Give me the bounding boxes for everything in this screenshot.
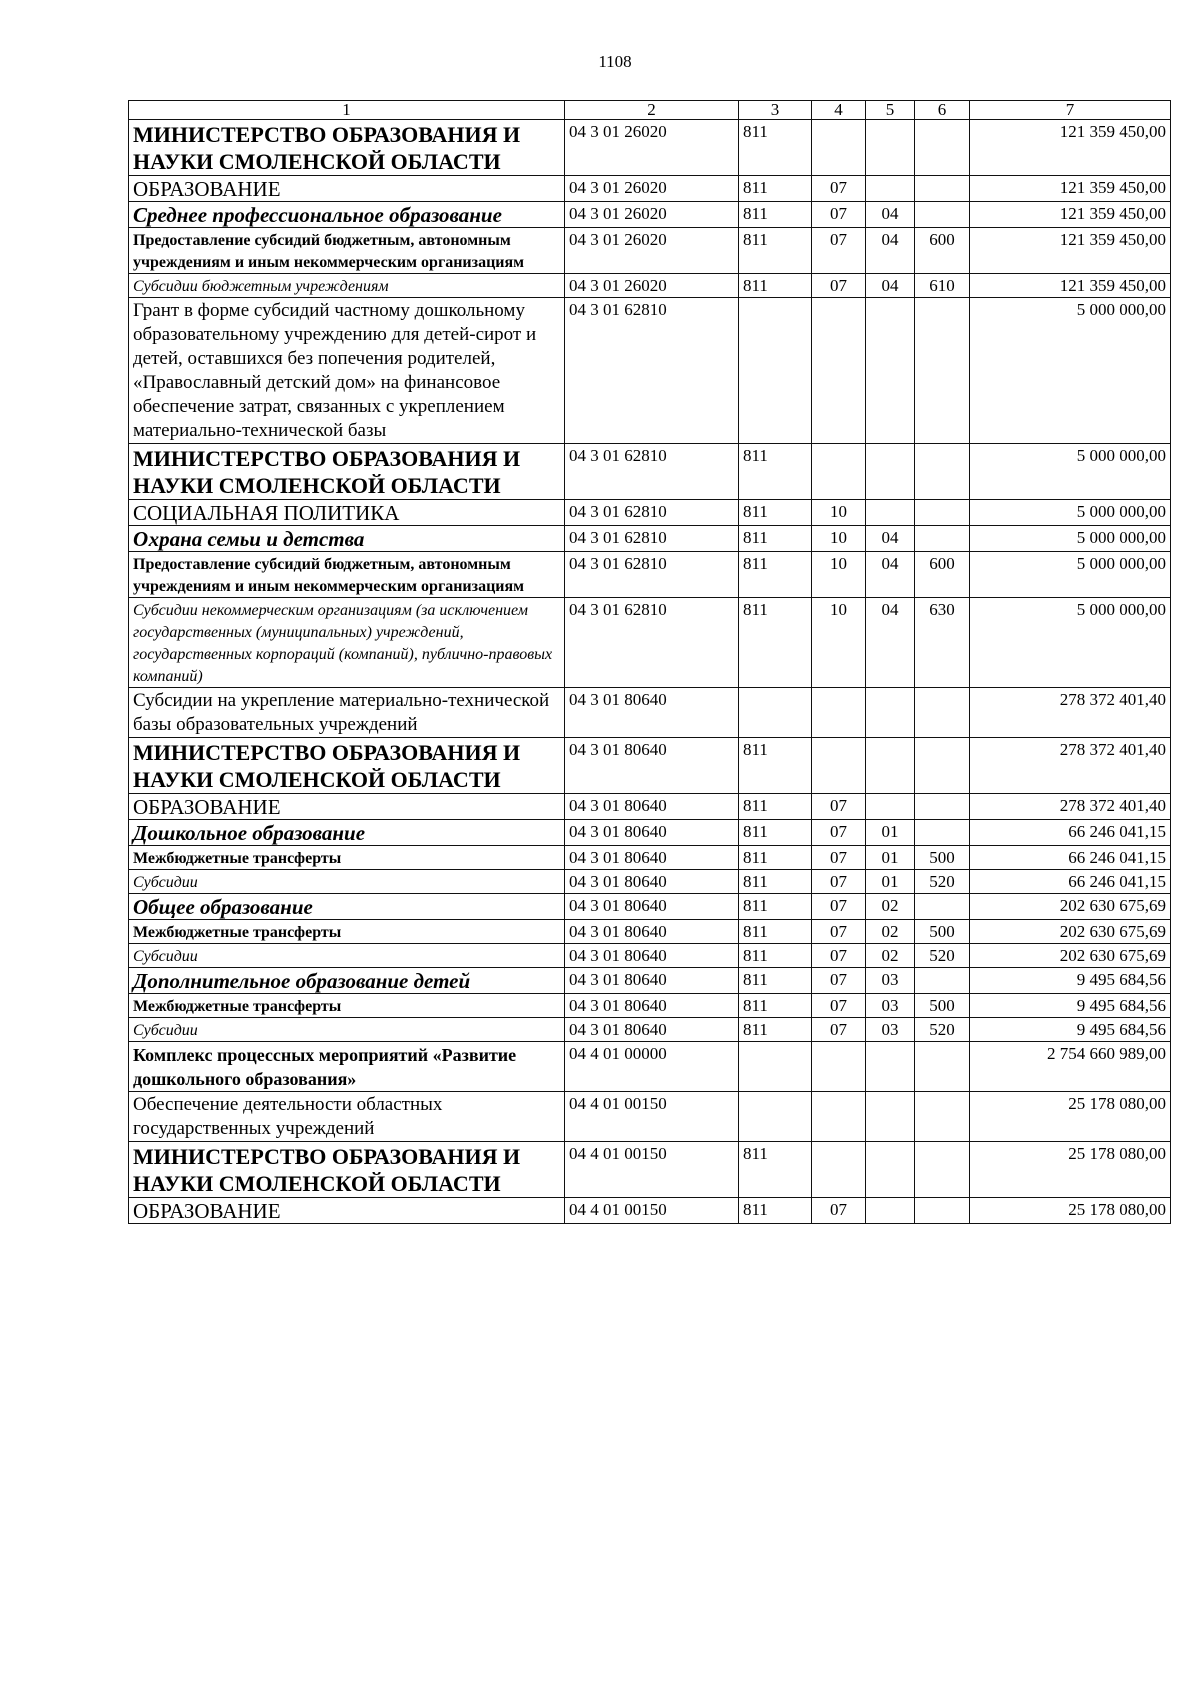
target-code: 04 3 01 26020 — [565, 228, 739, 274]
item-name — [129, 1042, 565, 1092]
table-row — [129, 738, 1171, 794]
department-code: 811 — [739, 738, 812, 794]
expense-type-code — [915, 968, 970, 994]
section-code: 07 — [812, 968, 866, 994]
table-row — [129, 176, 1171, 202]
amount: 5 000 000,00 — [970, 526, 1171, 552]
department-code: 811 — [739, 500, 812, 526]
subsection-code: 04 — [866, 526, 915, 552]
amount: 202 630 675,69 — [970, 944, 1171, 968]
department-code: 811 — [739, 870, 812, 894]
amount: 2 754 660 989,00 — [970, 1042, 1171, 1092]
target-code: 04 3 01 80640 — [565, 794, 739, 820]
department-code: 811 — [739, 894, 812, 920]
table-row — [129, 1092, 1171, 1142]
target-code: 04 4 01 00150 — [565, 1092, 739, 1142]
table-row — [129, 228, 1171, 274]
amount: 121 359 450,00 — [970, 274, 1171, 298]
target-code: 04 3 01 62810 — [565, 526, 739, 552]
amount: 25 178 080,00 — [970, 1198, 1171, 1224]
item-name — [129, 968, 565, 994]
subsection-code: 01 — [866, 846, 915, 870]
table-row — [129, 820, 1171, 846]
subsection-code — [866, 120, 915, 176]
item-name — [129, 500, 565, 526]
department-code — [739, 1042, 812, 1092]
column-header: 2 — [565, 101, 739, 120]
column-header: 7 — [970, 101, 1171, 120]
item-name-text: Субсидии — [133, 874, 198, 891]
target-code: 04 3 01 26020 — [565, 176, 739, 202]
subsection-code: 04 — [866, 552, 915, 598]
target-code: 04 3 01 62810 — [565, 298, 739, 444]
expense-type-code — [915, 820, 970, 846]
department-code: 811 — [739, 552, 812, 598]
department-code: 811 — [739, 1198, 812, 1224]
department-code: 811 — [739, 968, 812, 994]
item-name-text: Дополнительное образование детей — [133, 969, 471, 993]
amount: 121 359 450,00 — [970, 202, 1171, 228]
item-name-text: ОБРАЗОВАНИЕ — [133, 177, 281, 201]
section-code: 07 — [812, 1198, 866, 1224]
item-name — [129, 552, 565, 598]
subsection-code — [866, 1042, 915, 1092]
amount: 278 372 401,40 — [970, 688, 1171, 738]
item-name — [129, 526, 565, 552]
target-code: 04 3 01 80640 — [565, 894, 739, 920]
subsection-code — [866, 1198, 915, 1224]
item-name — [129, 994, 565, 1018]
target-code: 04 3 01 62810 — [565, 552, 739, 598]
expense-type-code — [915, 1092, 970, 1142]
expense-type-code — [915, 526, 970, 552]
target-code: 04 3 01 80640 — [565, 870, 739, 894]
table-row — [129, 944, 1171, 968]
section-code: 07 — [812, 794, 866, 820]
section-code: 10 — [812, 552, 866, 598]
table-row — [129, 894, 1171, 920]
section-code — [812, 1092, 866, 1142]
item-name — [129, 738, 565, 794]
item-name-text: МИНИСТЕРСТВО ОБРАЗОВАНИЯ И НАУКИ СМОЛЕНСКОЙ ОБЛАСТИ — [133, 1144, 521, 1196]
target-code: 04 3 01 26020 — [565, 120, 739, 176]
budget-table — [128, 100, 1171, 1224]
expense-type-code — [915, 1198, 970, 1224]
target-code: 04 3 01 62810 — [565, 598, 739, 688]
amount: 66 246 041,15 — [970, 846, 1171, 870]
table-row — [129, 870, 1171, 894]
item-name-text: Субсидии — [133, 948, 198, 965]
item-name-text: МИНИСТЕРСТВО ОБРАЗОВАНИЯ И НАУКИ СМОЛЕНСКОЙ ОБЛАСТИ — [133, 740, 521, 792]
section-code — [812, 298, 866, 444]
amount: 278 372 401,40 — [970, 738, 1171, 794]
table-row — [129, 598, 1171, 688]
table-row — [129, 1018, 1171, 1042]
expense-type-code: 630 — [915, 598, 970, 688]
table-row — [129, 444, 1171, 500]
department-code: 811 — [739, 994, 812, 1018]
department-code: 811 — [739, 202, 812, 228]
department-code: 811 — [739, 794, 812, 820]
department-code: 811 — [739, 526, 812, 552]
target-code: 04 3 01 80640 — [565, 920, 739, 944]
item-name-text: Комплекс процессных мероприятий «Развитие дошкольного образования» — [133, 1045, 517, 1089]
target-code: 04 3 01 80640 — [565, 994, 739, 1018]
section-code: 07 — [812, 202, 866, 228]
amount: 121 359 450,00 — [970, 228, 1171, 274]
section-code — [812, 1042, 866, 1092]
target-code: 04 4 01 00000 — [565, 1042, 739, 1092]
column-header: 6 — [915, 101, 970, 120]
section-code: 07 — [812, 820, 866, 846]
subsection-code: 02 — [866, 944, 915, 968]
department-code: 811 — [739, 820, 812, 846]
item-name — [129, 1142, 565, 1198]
subsection-code: 04 — [866, 228, 915, 274]
expense-type-code: 600 — [915, 552, 970, 598]
expense-type-code — [915, 444, 970, 500]
department-code: 811 — [739, 944, 812, 968]
department-code: 811 — [739, 1018, 812, 1042]
item-name-text: Субсидии некоммерческим организациям (за исключением государственных (муниципальных) учреждений, государственных корпораций (компаний), публично-правовых компаний) — [133, 602, 553, 685]
section-code: 07 — [812, 1018, 866, 1042]
expense-type-code — [915, 738, 970, 794]
subsection-code: 04 — [866, 598, 915, 688]
department-code — [739, 688, 812, 738]
item-name-text: Дошкольное образование — [133, 821, 366, 845]
table-row — [129, 526, 1171, 552]
expense-type-code: 500 — [915, 846, 970, 870]
section-code — [812, 738, 866, 794]
amount: 5 000 000,00 — [970, 444, 1171, 500]
amount: 9 495 684,56 — [970, 1018, 1171, 1042]
subsection-code — [866, 1142, 915, 1198]
table-row — [129, 120, 1171, 176]
table-row — [129, 1142, 1171, 1198]
table-row — [129, 552, 1171, 598]
amount: 25 178 080,00 — [970, 1092, 1171, 1142]
table-row — [129, 968, 1171, 994]
subsection-code — [866, 500, 915, 526]
subsection-code: 03 — [866, 968, 915, 994]
expense-type-code — [915, 894, 970, 920]
section-code: 07 — [812, 920, 866, 944]
amount: 66 246 041,15 — [970, 870, 1171, 894]
table-row — [129, 794, 1171, 820]
section-code: 07 — [812, 274, 866, 298]
column-header: 1 — [129, 101, 565, 120]
item-name — [129, 598, 565, 688]
section-code: 07 — [812, 846, 866, 870]
item-name — [129, 444, 565, 500]
item-name — [129, 202, 565, 228]
expense-type-code — [915, 298, 970, 444]
amount: 5 000 000,00 — [970, 598, 1171, 688]
department-code: 811 — [739, 444, 812, 500]
target-code: 04 3 01 62810 — [565, 500, 739, 526]
expense-type-code — [915, 794, 970, 820]
target-code: 04 3 01 80640 — [565, 944, 739, 968]
table-row — [129, 1042, 1171, 1092]
expense-type-code: 500 — [915, 920, 970, 944]
item-name — [129, 228, 565, 274]
amount: 202 630 675,69 — [970, 894, 1171, 920]
amount: 5 000 000,00 — [970, 298, 1171, 444]
expense-type-code: 600 — [915, 228, 970, 274]
table-row — [129, 846, 1171, 870]
table-row — [129, 274, 1171, 298]
item-name-text: ОБРАЗОВАНИЕ — [133, 795, 281, 819]
item-name — [129, 1018, 565, 1042]
table-row — [129, 202, 1171, 228]
item-name — [129, 176, 565, 202]
section-code: 10 — [812, 598, 866, 688]
target-code: 04 4 01 00150 — [565, 1142, 739, 1198]
subsection-code: 04 — [866, 202, 915, 228]
subsection-code: 03 — [866, 1018, 915, 1042]
item-name — [129, 794, 565, 820]
item-name-text: ОБРАЗОВАНИЕ — [133, 1199, 281, 1223]
section-code: 07 — [812, 894, 866, 920]
department-code: 811 — [739, 598, 812, 688]
column-header: 4 — [812, 101, 866, 120]
expense-type-code — [915, 500, 970, 526]
subsection-code: 03 — [866, 994, 915, 1018]
header-row — [129, 101, 1171, 120]
item-name-text: Субсидии на укрепление материально-технической базы образовательных учреждений — [133, 690, 550, 735]
expense-type-code: 520 — [915, 1018, 970, 1042]
item-name-text: Охрана семьи и детства — [133, 527, 365, 551]
subsection-code: 02 — [866, 920, 915, 944]
target-code: 04 3 01 80640 — [565, 1018, 739, 1042]
item-name — [129, 870, 565, 894]
amount: 121 359 450,00 — [970, 120, 1171, 176]
item-name — [129, 920, 565, 944]
table-row — [129, 500, 1171, 526]
item-name — [129, 1092, 565, 1142]
amount: 121 359 450,00 — [970, 176, 1171, 202]
target-code: 04 3 01 80640 — [565, 688, 739, 738]
item-name-text: Субсидии бюджетным учреждениям — [133, 278, 389, 295]
section-code: 07 — [812, 994, 866, 1018]
section-code: 07 — [812, 228, 866, 274]
department-code: 811 — [739, 274, 812, 298]
expense-type-code: 520 — [915, 944, 970, 968]
section-code: 07 — [812, 870, 866, 894]
subsection-code — [866, 688, 915, 738]
item-name-text: Субсидии — [133, 1022, 198, 1039]
item-name-text: Общее образование — [133, 895, 313, 919]
target-code: 04 3 01 80640 — [565, 968, 739, 994]
item-name-text: Межбюджетные трансферты — [133, 998, 342, 1015]
department-code: 811 — [739, 846, 812, 870]
column-header: 5 — [866, 101, 915, 120]
item-name-text: Грант в форме субсидий частному дошкольному образовательному учреждению для детей-сирот и детей, оставшихся без попечения родителей, «Православный детский дом» на финансовое обеспечение затрат, связанных с укреплением материально-технической базы — [133, 300, 537, 441]
item-name — [129, 688, 565, 738]
expense-type-code — [915, 1042, 970, 1092]
expense-type-code: 500 — [915, 994, 970, 1018]
subsection-code — [866, 444, 915, 500]
item-name-text: Обеспечение деятельности областных государственных учреждений — [133, 1094, 443, 1139]
section-code — [812, 120, 866, 176]
section-code — [812, 444, 866, 500]
department-code — [739, 298, 812, 444]
item-name-text: МИНИСТЕРСТВО ОБРАЗОВАНИЯ И НАУКИ СМОЛЕНСКОЙ ОБЛАСТИ — [133, 122, 521, 174]
amount: 9 495 684,56 — [970, 994, 1171, 1018]
department-code: 811 — [739, 120, 812, 176]
item-name-text: СОЦИАЛЬНАЯ ПОЛИТИКА — [133, 501, 400, 525]
department-code: 811 — [739, 920, 812, 944]
item-name — [129, 944, 565, 968]
table-row — [129, 1198, 1171, 1224]
section-code: 07 — [812, 176, 866, 202]
item-name-text: Среднее профессиональное образование — [133, 203, 502, 227]
amount: 66 246 041,15 — [970, 820, 1171, 846]
amount: 5 000 000,00 — [970, 500, 1171, 526]
expense-type-code — [915, 120, 970, 176]
item-name-text: Предоставление субсидий бюджетным, автономным учреждениям и иным некоммерческим организациям — [133, 232, 525, 271]
item-name-text: Межбюджетные трансферты — [133, 850, 342, 867]
target-code: 04 3 01 62810 — [565, 444, 739, 500]
subsection-code: 04 — [866, 274, 915, 298]
amount: 9 495 684,56 — [970, 968, 1171, 994]
target-code: 04 3 01 80640 — [565, 738, 739, 794]
subsection-code — [866, 738, 915, 794]
target-code: 04 3 01 26020 — [565, 274, 739, 298]
target-code: 04 3 01 26020 — [565, 202, 739, 228]
item-name — [129, 820, 565, 846]
expense-type-code — [915, 176, 970, 202]
subsection-code — [866, 298, 915, 444]
section-code: 10 — [812, 500, 866, 526]
expense-type-code — [915, 1142, 970, 1198]
column-header: 3 — [739, 101, 812, 120]
item-name-text: Межбюджетные трансферты — [133, 924, 342, 941]
subsection-code: 01 — [866, 870, 915, 894]
subsection-code — [866, 176, 915, 202]
item-name-text: Предоставление субсидий бюджетным, автономным учреждениям и иным некоммерческим организациям — [133, 556, 525, 595]
item-name — [129, 120, 565, 176]
item-name — [129, 846, 565, 870]
expense-type-code: 610 — [915, 274, 970, 298]
department-code: 811 — [739, 176, 812, 202]
item-name — [129, 894, 565, 920]
table-row — [129, 920, 1171, 944]
department-code: 811 — [739, 228, 812, 274]
amount: 25 178 080,00 — [970, 1142, 1171, 1198]
section-code — [812, 1142, 866, 1198]
expense-type-code — [915, 202, 970, 228]
target-code: 04 3 01 80640 — [565, 846, 739, 870]
expense-type-code: 520 — [915, 870, 970, 894]
item-name — [129, 274, 565, 298]
subsection-code — [866, 1092, 915, 1142]
item-name-text: МИНИСТЕРСТВО ОБРАЗОВАНИЯ И НАУКИ СМОЛЕНСКОЙ ОБЛАСТИ — [133, 446, 521, 498]
expense-type-code — [915, 688, 970, 738]
department-code: 811 — [739, 1142, 812, 1198]
amount: 278 372 401,40 — [970, 794, 1171, 820]
table-row — [129, 688, 1171, 738]
item-name — [129, 1198, 565, 1224]
subsection-code: 01 — [866, 820, 915, 846]
subsection-code — [866, 794, 915, 820]
subsection-code: 02 — [866, 894, 915, 920]
section-code — [812, 688, 866, 738]
page-number: 1108 — [598, 52, 632, 71]
table-row — [129, 298, 1171, 444]
section-code: 07 — [812, 944, 866, 968]
target-code: 04 3 01 80640 — [565, 820, 739, 846]
amount: 202 630 675,69 — [970, 920, 1171, 944]
target-code: 04 4 01 00150 — [565, 1198, 739, 1224]
amount: 5 000 000,00 — [970, 552, 1171, 598]
section-code: 10 — [812, 526, 866, 552]
table-row — [129, 994, 1171, 1018]
department-code — [739, 1092, 812, 1142]
item-name — [129, 298, 565, 444]
